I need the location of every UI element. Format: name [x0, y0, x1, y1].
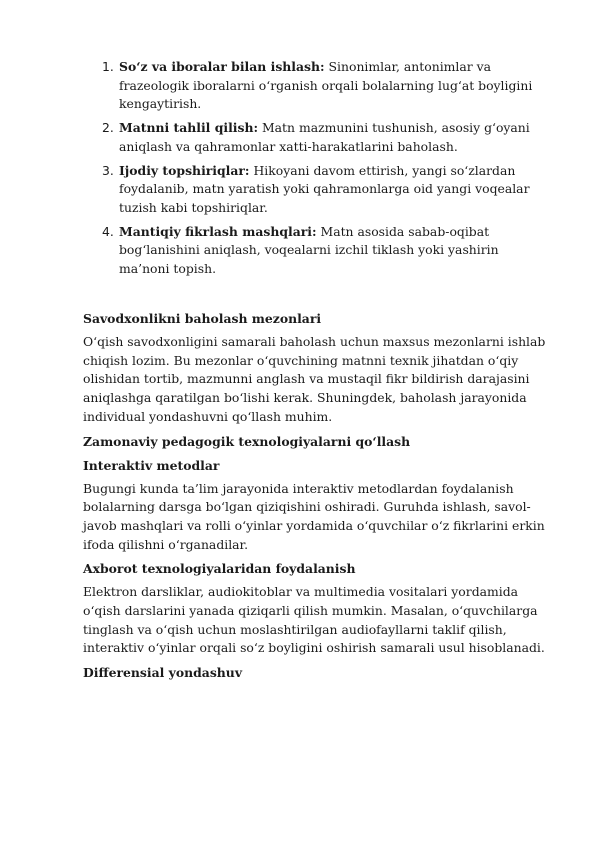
heading-differential-approach: Differensial yondashuv — [83, 665, 243, 681]
list-number: 1. — [102, 59, 114, 74]
list-item-term: Ijodiy topshiriqlar: — [119, 162, 250, 178]
numbered-list — [102, 58, 552, 284]
list-item-term: So‘z va iboralar bilan ishlash: — [119, 59, 325, 74]
paragraph-assessment: O‘qish savodxonligini samarali baholash uchun maxsus mezonlarni ishlab chiqish lozim. Bu mezonlar o‘quvchining matnni texnik jihatdan o‘qiy olishidan tortib, mazmunni anglash va mustaqil fikr bildirish darajasini aniqlashga qaratilgan bo‘lishi kerak. Shuningdek, baholash jarayonida individual yondashuvni qo‘llash muhim. — [83, 334, 546, 424]
list-item — [102, 223, 552, 279]
heading-pedagogical-technologies: Zamonaviy pedagogik texnologiyalarni qo‘llash — [83, 433, 411, 449]
list-item-term: Mantiqiy fikrlash mashqlari: — [119, 223, 317, 239]
document-body — [83, 309, 559, 687]
heading-information-technologies: Axborot texnologiyalaridan foydalanish — [83, 561, 356, 577]
list-item — [102, 119, 552, 156]
paragraph-information-technologies: Elektron darsliklar, audiokitoblar va multimedia vositalari yordamida o‘qish darslarini yanada qiziqarli qilish mumkin. Masalan, o‘quvchilarga tinglash va o‘qish uchun moslashtirilgan audiofayllarni taklif qilish, interaktiv o‘yinlar orqali so‘z boyligini oshirish samarali usul hisoblanadi. — [83, 584, 545, 656]
heading-assessment-criteria: Savodxonlikni baholash mezonlari — [83, 311, 322, 326]
list-number: 4. — [102, 223, 114, 239]
list-item-text: Hikoyani davom ettirish, yangi so‘zlardan foydalanib, matn yaratish yoki qahramonlarga oid yangi voqealar tuzish kabi topshiriqlar. — [119, 162, 530, 215]
heading-interactive-methods: Interaktiv metodlar — [83, 457, 220, 473]
list-item-text: Matn asosida sabab-oqibat bog‘lanishini aniqlash, voqealarni izchil tiklash yoki yashirin ma’noni topish. — [119, 223, 499, 277]
list-item-text: Sinonimlar, antonimlar va frazeologik iboralarni o‘rganish orqali bolalarning lug‘at boyligini kengaytirish. — [119, 59, 533, 112]
list-item — [102, 162, 552, 218]
paragraph-interactive-methods: Bugungi kunda ta’lim jarayonida interaktiv metodlardan foydalanish bolalarning darsga bo‘lgan qiziqishini oshiradi. Guruhda ishlash, savol-javob mashqlari va rolli o‘yinlar yordamida o‘quvchilar o‘z fikrlarini erkin ifoda qilishni o‘rganadilar. — [83, 480, 545, 552]
list-item — [102, 58, 552, 114]
list-item-text: Matn mazmunini tushunish, asosiy g‘oyani aniqlash va qahramonlar xatti-harakatlarini baholash. — [119, 120, 530, 154]
list-number: 2. — [102, 120, 114, 136]
list-item-term: Matnni tahlil qilish: — [119, 120, 259, 136]
list-number: 3. — [102, 162, 114, 178]
